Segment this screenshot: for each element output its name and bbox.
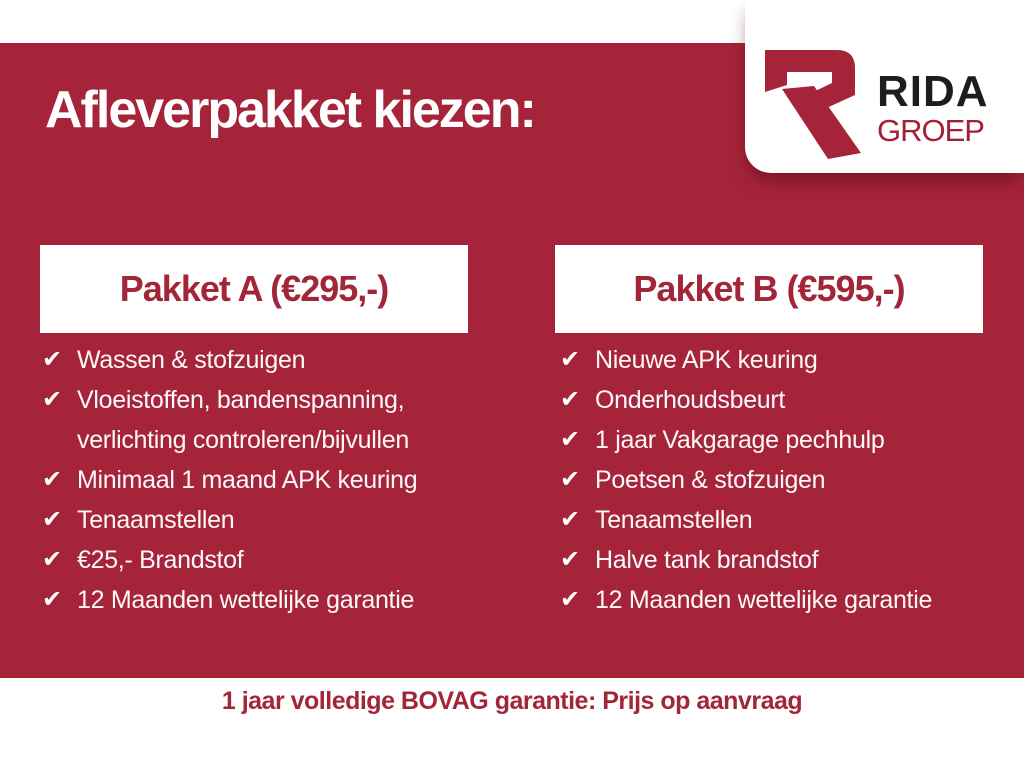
list-item [42,340,477,380]
package-a-title-box [40,245,468,333]
footer-guarantee-text: 1 jaar volledige BOVAG garantie: Prijs op aanvraag [221,687,803,715]
list-item [560,340,1005,380]
check-icon: ✔ [560,426,581,453]
check-icon: ✔ [42,386,63,413]
list-item-label: Vloeistoffen, bandenspanning, verlichting controleren/bijvullen [77,386,409,454]
list-item-label: Halve tank brandstof [595,546,819,574]
list-item [560,420,1005,460]
check-icon: ✔ [560,546,581,573]
rida-r-logo-icon [765,50,863,162]
list-item-label: Tenaamstellen [77,506,235,534]
package-b-list [560,340,1005,620]
package-b-title-box [555,245,983,333]
check-icon: ✔ [42,506,63,533]
check-icon: ✔ [560,346,581,373]
list-item-label: Wassen & stofzuigen [77,346,306,374]
list-item [560,500,1005,540]
list-item [42,500,477,540]
logo-plate [745,0,1024,173]
footer-bar [0,678,1024,768]
list-item [560,540,1005,580]
check-icon: ✔ [560,586,581,613]
logo-wordmark: RIDA [877,67,989,116]
check-icon: ✔ [42,466,63,493]
list-item-label: 12 Maanden wettelijke garantie [77,586,415,614]
list-item [560,580,1005,620]
list-item [42,380,477,460]
check-icon: ✔ [42,586,63,613]
list-item-label: Poetsen & stofzuigen [595,466,826,494]
list-item-label: €25,- Brandstof [77,546,244,574]
page-title: Afleverpakket kiezen: [45,81,535,139]
check-icon: ✔ [560,466,581,493]
list-item-label: Tenaamstellen [595,506,753,534]
check-icon: ✔ [560,386,581,413]
check-icon: ✔ [560,506,581,533]
list-item-label: Onderhoudsbeurt [595,386,786,414]
package-a-title: Pakket A (€295,-) [119,268,389,309]
list-item-label: 12 Maanden wettelijke garantie [595,586,933,614]
logo-subtext: GROEP [877,113,984,148]
list-item-label: 1 jaar Vakgarage pechhulp [595,426,885,454]
list-item [560,460,1005,500]
list-item-label: Nieuwe APK keuring [595,346,818,374]
list-item [42,580,477,620]
package-a-list [42,340,477,620]
check-icon: ✔ [42,346,63,373]
list-item [42,460,477,500]
list-item [560,380,1005,420]
list-item [42,540,477,580]
check-icon: ✔ [42,546,63,573]
package-b-title: Pakket B (€595,-) [633,268,905,309]
list-item-label: Minimaal 1 maand APK keuring [77,466,418,494]
